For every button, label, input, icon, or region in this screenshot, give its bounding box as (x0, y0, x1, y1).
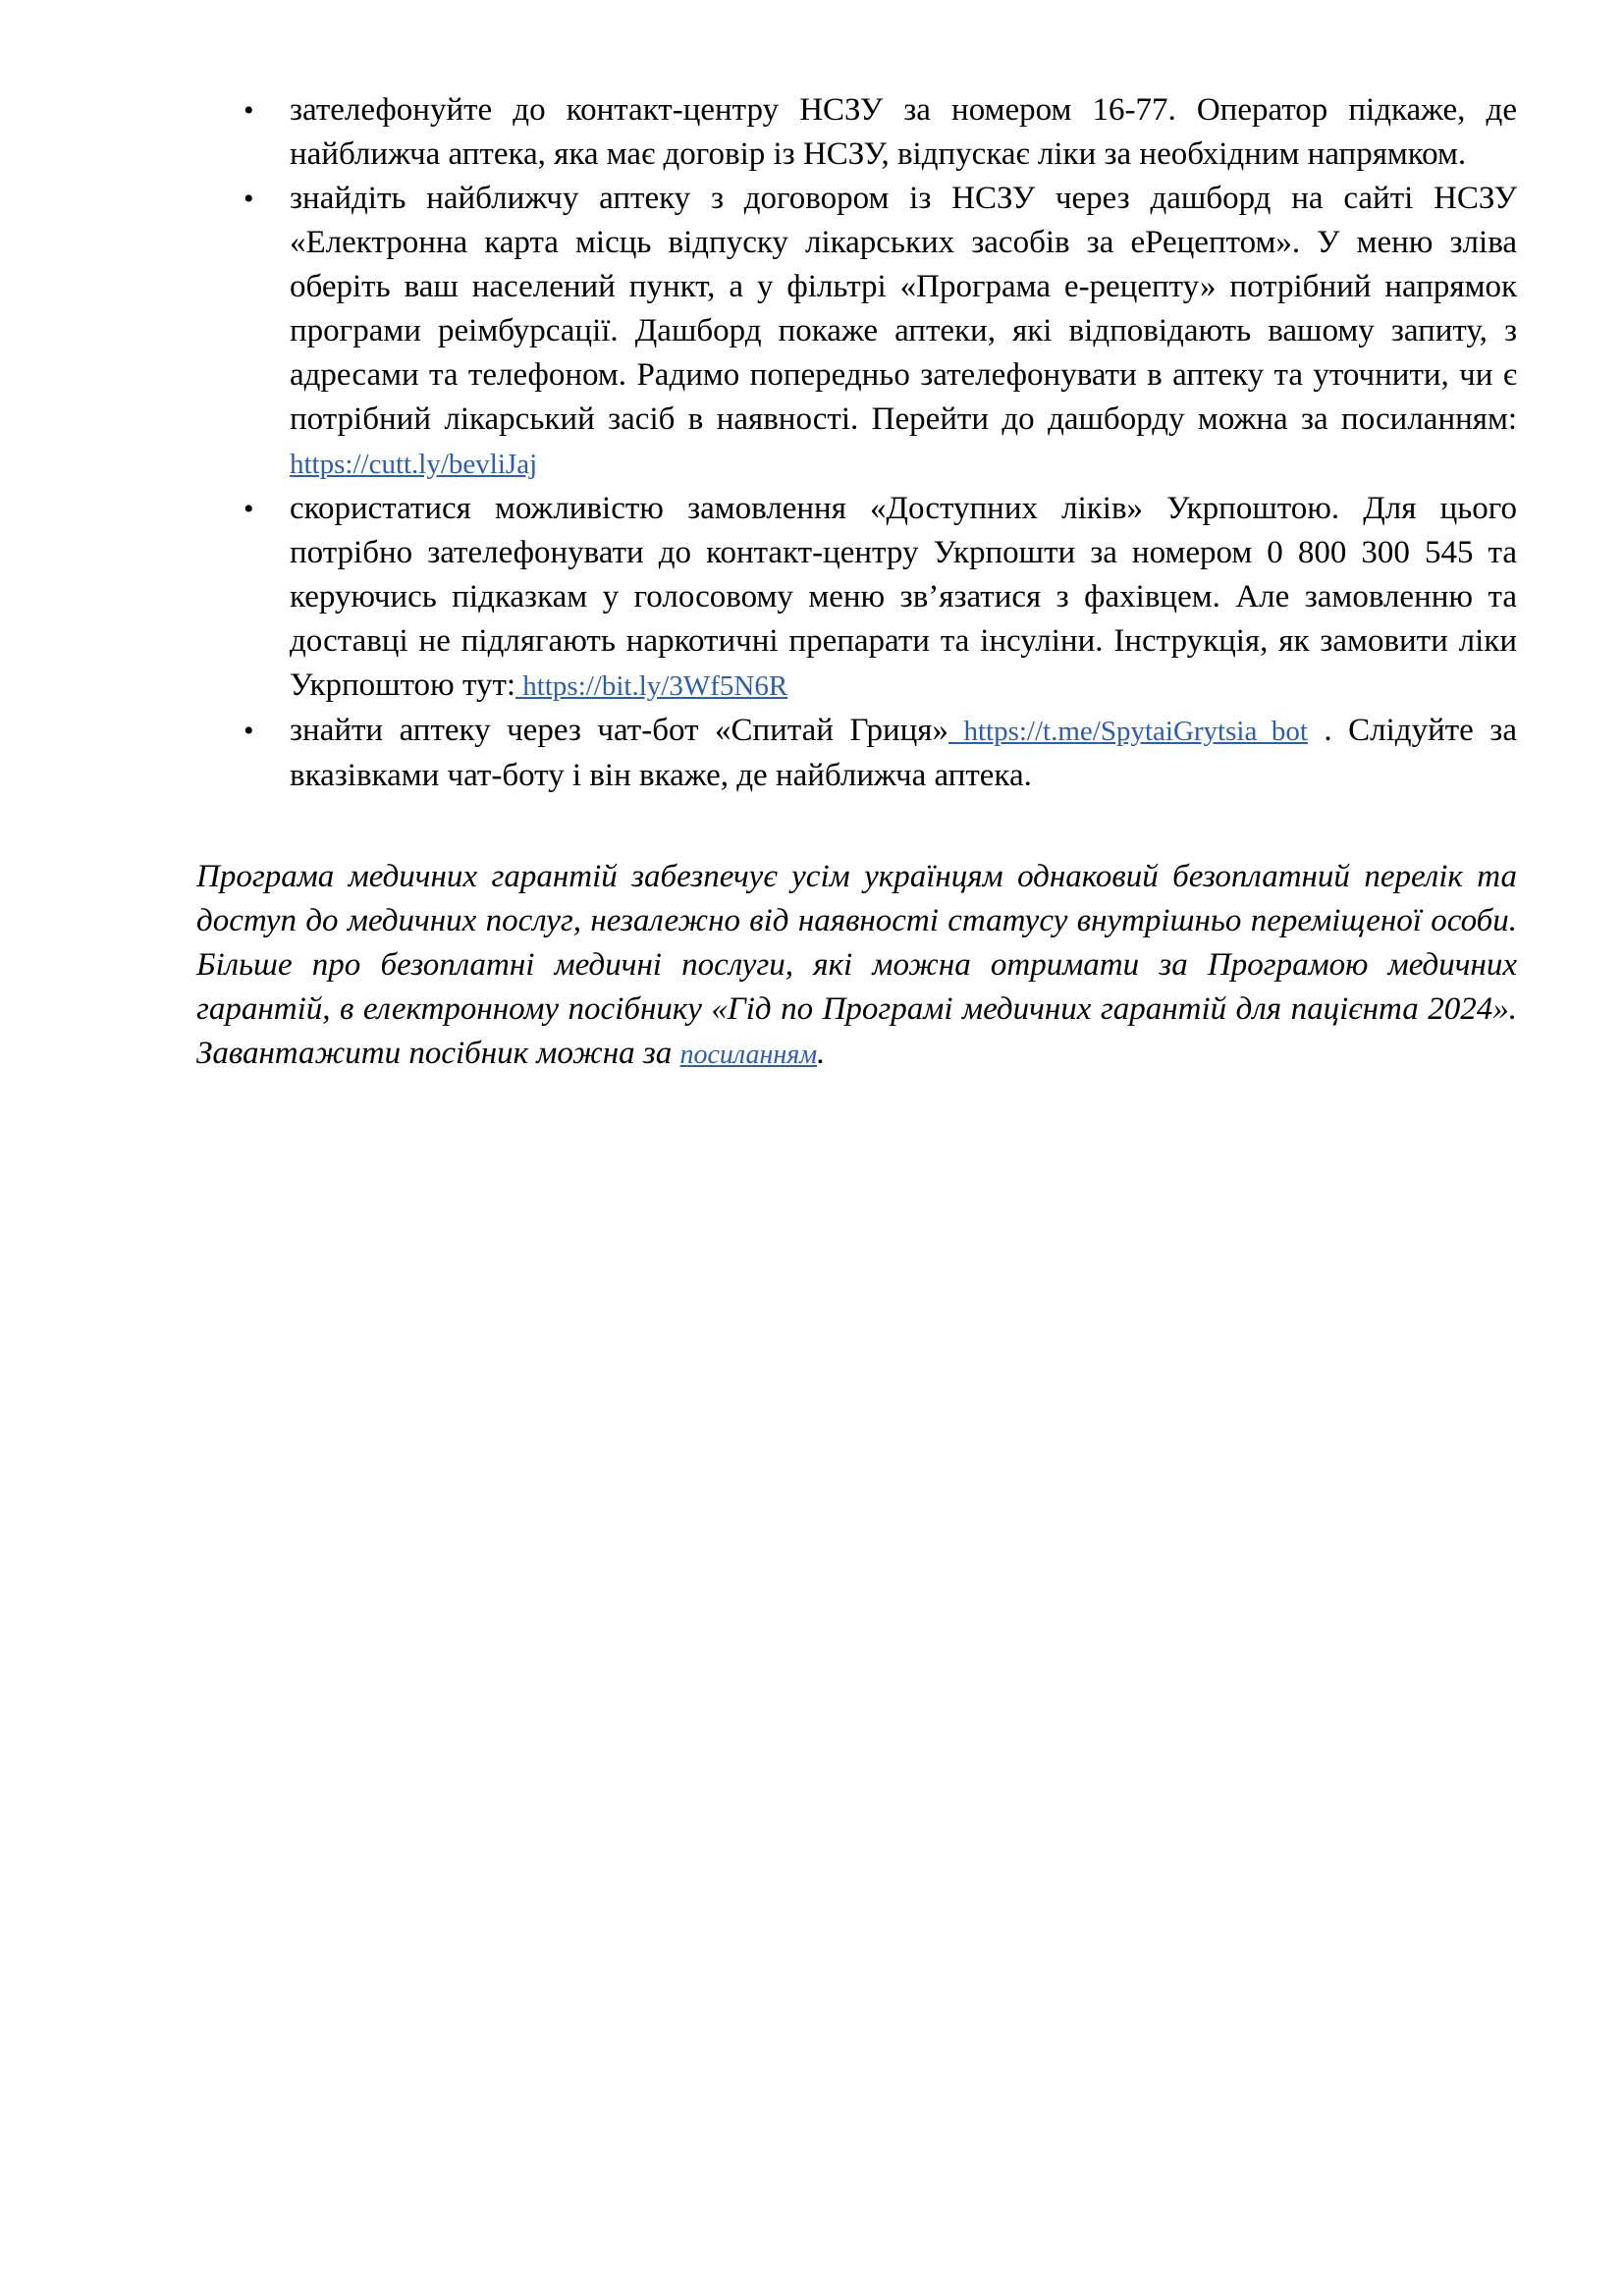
text-run: знайти аптеку через чат-бот «Спитай Гриця» (290, 713, 948, 748)
bullet-list (196, 88, 1517, 798)
closing-paragraph (196, 855, 1517, 1077)
hyperlink[interactable]: https://bit.ly/3Wf5N6R (515, 670, 788, 702)
text-run: зателефонуйте до контакт-центру НСЗУ за номером 16-77. Оператор підкаже, де найближча аптека, яка має договір із НСЗУ, відпускає ліки за необхідним напрямком. (290, 92, 1517, 172)
hyperlink[interactable]: https://t.me/SpytaiGrytsia_bot (947, 716, 1308, 747)
hyperlink[interactable]: https://cutt.ly/bevliJaj (290, 449, 538, 480)
bullet-item (196, 487, 1517, 709)
text-run: . (817, 1036, 826, 1071)
text-run: . Слідуйте за вказівками чат-боту і він вкаже, де найближча аптека. (290, 713, 1517, 793)
text-run: Програма медичних гарантій забезпечує усім українцям однаковий безоплатний перелік та доступ до медичних послуг, незалежно від наявності статусу внутрішньо переміщеної особи. Більше про безоплатні медичні послуги, які можна отримати за Програмою медичних гарантій, в електронному посібнику «Гід по Програмі медичних гарантій для пацієнта 2024». Завантажити посібник можна за (196, 859, 1517, 1071)
text-run: знайдіть найближчу аптеку з договором із НСЗУ через дашборд на сайті НСЗУ «Електронна карта місць відпуску лікарських засобів за еРецептом». У меню зліва оберіть ваш населений пункт, а у фільтрі «Програма е-рецепту» потрібний напрямок програми реімбурсації. Дашборд покаже аптеки, які відповідають вашому запиту, з адресами та телефоном. Радимо попередньо зателефонувати в аптеку та уточнити, чи є потрібний лікарський засіб в наявності. Перейти до дашборду можна за посиланням: (290, 181, 1517, 437)
text-run: скористатися можливістю замовлення «Доступних ліків» Укрпоштою. Для цього потрібно зателефонувати до контакт-центру Укрпошти за номером 0 800 300 545 та керуючись підказкам у голосовому меню зв’язатися з фахівцем. Але замовленню та доставці не підлягають наркотичні препарати та інсуліни. Інструкція, як замовити ліки Укрпоштою тут: (290, 491, 1517, 703)
bullet-item (196, 88, 1517, 177)
hyperlink[interactable]: посиланням (679, 1040, 818, 1070)
bullet-item (196, 709, 1517, 798)
bullet-item (196, 177, 1517, 487)
